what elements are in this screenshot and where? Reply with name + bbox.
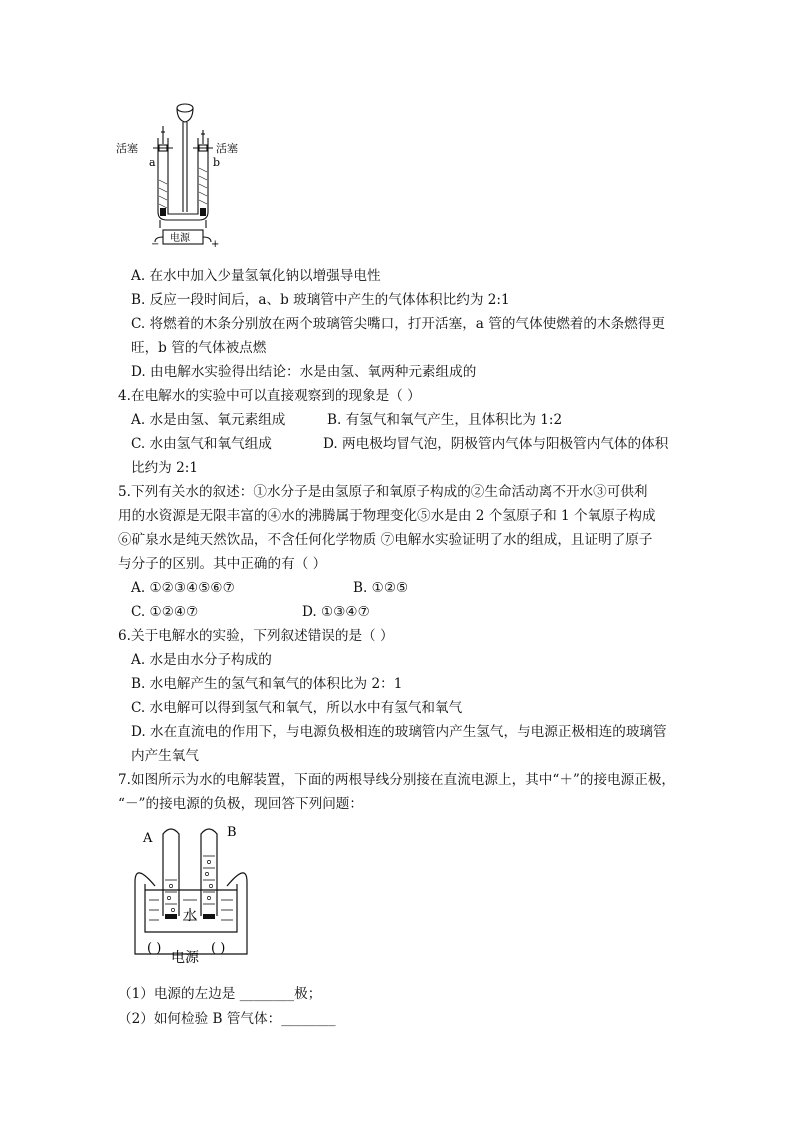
q3-option-c: C. 将燃着的木条分别放在两个玻璃管尖嘴口，打开活塞，a 管的气体使燃着的木条燃得更	[131, 316, 665, 332]
q3-option-a: A. 在水中加入少量氢氧化钠以增强导电性	[131, 268, 381, 284]
q3-option-c-cont: 旺，b 管的气体被点燃	[131, 340, 267, 356]
q4-option-a: A. 水是由氢、氧元素组成	[131, 412, 286, 428]
q5-option-d: D. ①③④⑦	[302, 604, 370, 620]
power-label: 电源	[170, 233, 190, 244]
q4-option-d: D. 两电极均冒气泡，阴极管内气体与阳极管内气体的体积	[323, 436, 669, 452]
q4-stem: 4.在电解水的实验中可以直接观察到的现象是（ ）	[118, 388, 421, 404]
q4-option-c: C. 水由氢气和氧气组成	[131, 436, 272, 452]
minus-sign: −	[151, 239, 160, 250]
water-label: 水	[183, 908, 197, 924]
plus-sign: +	[211, 239, 220, 250]
q7-stem-line-1: 7.如图所示为水的电解装置，下面的两根导线分别接在直流电源上，其中“＋”的接电源正极，	[118, 772, 676, 788]
valve-label-right: 活塞	[216, 142, 238, 155]
right-terminal-blank: ( )	[211, 941, 226, 956]
q5-stem-line-1: 5.下列有关水的叙述：①水分子是由氢原子和氧原子构成的②生命活动离不开水③可供利	[118, 484, 648, 500]
electrolysis-apparatus-figure-2	[125, 822, 260, 968]
q3-option-b: B. 反应一段时间后，a、b 玻璃管中产生的气体体积比约为 2:1	[131, 292, 510, 308]
q5-stem-line-3: ⑥矿泉水是纯天然饮品，不含任何化学物质 ⑦电解水实验证明了水的组成，且证明了原子	[118, 532, 653, 548]
valve-label-left: 活塞	[116, 142, 138, 155]
q6-option-b: B. 水电解产生的氢气和氧气的体积比为 2：1	[131, 676, 403, 692]
q5-option-a: A. ①②③④⑤⑥⑦	[131, 580, 235, 596]
q6-option-c: C. 水电解可以得到氢气和氧气，所以水中有氢气和氧气	[131, 700, 463, 716]
electrolysis-apparatus-figure-1	[115, 100, 238, 250]
left-terminal-blank: ( )	[147, 941, 162, 956]
tube-label-a: a	[149, 156, 156, 169]
q3-option-d: D. 由电解水实验得出结论：水是由氢、氧两种元素组成的	[131, 364, 477, 380]
q5-stem-line-2: 用的水资源是无限丰富的④水的沸腾属于物理变化⑤水是由 2 个氢原子和 1 个氧原子构成	[118, 508, 656, 524]
q4-option-d-cont: 比约为 2:1	[131, 460, 198, 476]
q7-stem-line-2: “－”的接电源的负极，现回答下列问题：	[118, 796, 363, 812]
q5-option-c: C. ①②④⑦	[131, 604, 199, 620]
q6-option-a: A. 水是由水分子构成的	[131, 652, 272, 668]
tube-label-a: A	[143, 831, 153, 846]
q6-stem: 6.关于电解水的实验，下列叙述错误的是（ ）	[118, 628, 394, 644]
tube-label-b: b	[213, 156, 221, 169]
tube-label-b: B	[227, 825, 237, 840]
q7-sub-question-1: （1）电源的左边是 ________极；	[118, 986, 322, 1002]
q5-option-b: B. ①②⑤	[353, 580, 409, 596]
q5-stem-line-4: 与分子的区别。其中正确的有（ ）	[118, 556, 327, 572]
q6-option-d-cont: 内产生氧气	[131, 748, 199, 764]
q7-sub-question-2: （2）如何检验 B 管气体：________	[118, 1011, 336, 1027]
q4-option-b: B. 有氢气和氧气产生，且体积比为 1:2	[327, 412, 563, 428]
q6-option-d: D. 水在直流电的作用下，与电源负极相连的玻璃管内产生氢气，与电源正极相连的玻璃管	[131, 724, 667, 740]
power-label: 电源	[171, 950, 199, 966]
